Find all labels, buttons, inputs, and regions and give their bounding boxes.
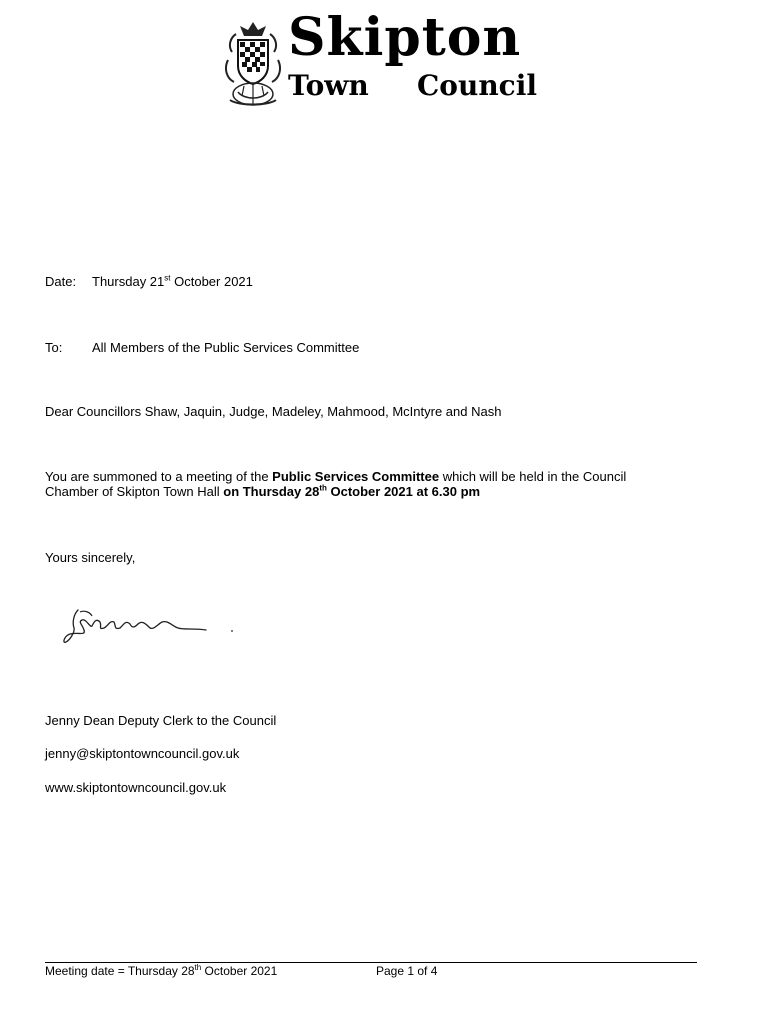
to-label: To: — [45, 340, 63, 355]
body-paragraph-line-1: You are summoned to a meeting of the Public Services Committee which will be held in the Council — [45, 469, 627, 484]
council-logo — [222, 7, 552, 110]
signatory: Jenny Dean Deputy Clerk to the Council — [45, 713, 277, 728]
logo-title: Skipton — [288, 7, 522, 68]
footer-page-number: Page 1 of 4 — [376, 964, 438, 978]
date-line — [45, 274, 253, 289]
signature-image — [60, 600, 250, 650]
council-crest-icon — [222, 20, 284, 108]
date-value: Thursday 21st October 2021 — [92, 273, 253, 289]
salutation: Dear Councillors Shaw, Jaquin, Judge, Madeley, Mahmood, McIntyre and Nash — [45, 404, 502, 419]
body-paragraph-line-2: Chamber of Skipton Town Hall on Thursday 28th October 2021 at 6.30 pm — [45, 483, 481, 499]
logo-council: Council — [417, 69, 537, 102]
to-line — [45, 340, 359, 355]
email-link[interactable]: jenny@skiptontowncouncil.gov.uk — [45, 746, 240, 761]
footer-divider — [45, 962, 697, 963]
footer-meeting-date: Meeting date = Thursday 28th October 2021 — [45, 963, 278, 978]
date-label: Date: — [45, 274, 77, 289]
logo-town: Town — [288, 69, 369, 102]
to-value: All Members of the Public Services Committee — [92, 340, 360, 355]
closing: Yours sincerely, — [45, 550, 136, 565]
website-link[interactable]: www.skiptontowncouncil.gov.uk — [45, 780, 227, 795]
